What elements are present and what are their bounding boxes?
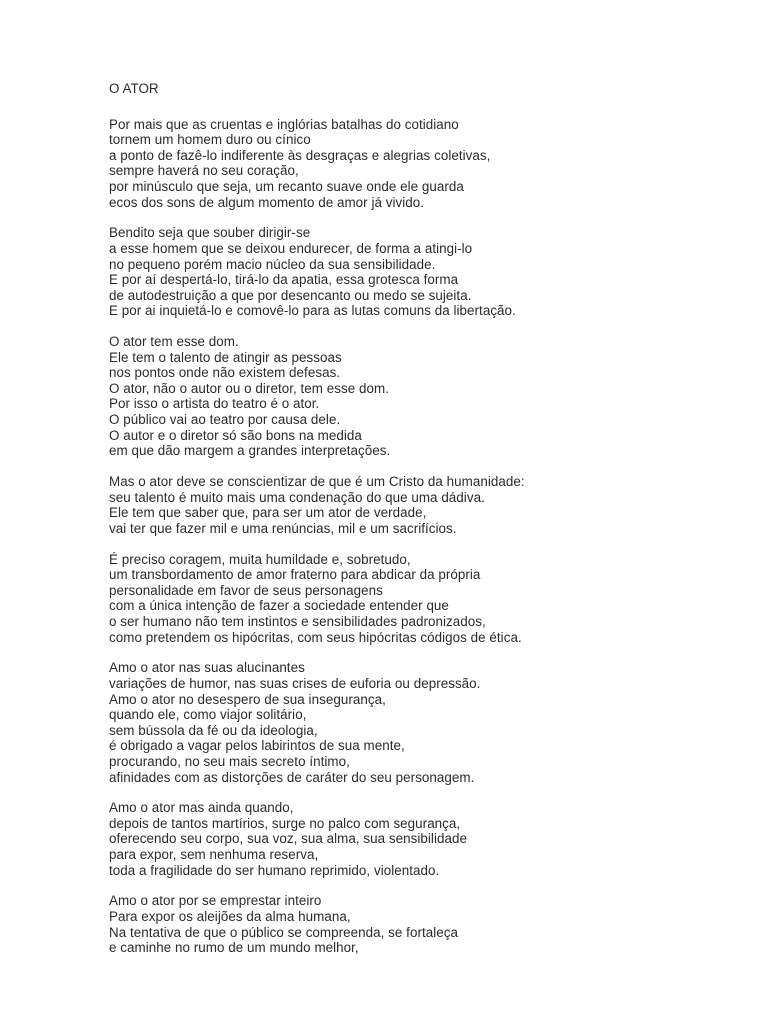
poem-stanza: [109, 660, 709, 785]
poem-line: de autodestruição a que por desencanto ou medo se sujeita.: [109, 287, 472, 303]
poem-stanza: [109, 474, 709, 536]
poem-line: a esse homem que se deixou endurecer, de forma a atingi-lo: [109, 240, 473, 256]
poem-line: Amo o ator no desespero de sua insegurança,: [109, 691, 386, 707]
poem-line: Ele tem que saber que, para ser um ator de verdade,: [109, 505, 427, 521]
poem-line: é obrigado a vagar pelos labirintos de sua mente,: [109, 738, 405, 754]
poem-line: tornem um homem duro ou cínico: [109, 132, 311, 148]
poem-line: depois de tantos martírios, surge no palco com segurança,: [109, 815, 461, 831]
poem-line: É preciso coragem, muita humildade e, sobretudo,: [109, 551, 411, 567]
poem-line: um transbordamento de amor fraterno para abdicar da própria: [109, 567, 481, 583]
poem-line: Amo o ator nas suas alucinantes: [109, 660, 305, 676]
poem-line: seu talento é muito mais uma condenação do que uma dádiva.: [109, 489, 485, 505]
poem-line: procurando, no seu mais secreto íntimo,: [109, 753, 350, 769]
poem-line: Ele tem o talento de atingir as pessoas: [109, 349, 342, 365]
poem-line: para expor, sem nenhuma reserva,: [109, 847, 319, 863]
poem-line: E por aí despertá-lo, tirá-lo da apatia, essa grotesca forma: [109, 272, 459, 288]
document-body: [109, 81, 709, 971]
poem-line: e caminhe no rumo de um mundo melhor,: [109, 940, 359, 956]
poem-line: O público vai ao teatro por causa dele.: [109, 412, 341, 428]
poem-line: vai ter que fazer mil e uma renúncias, mil e um sacrifícios.: [109, 520, 457, 536]
poem-line: Por mais que as cruentas e inglórias batalhas do cotidiano: [109, 116, 459, 132]
poem-line: no pequeno porém macio núcleo da sua sensibilidade.: [109, 256, 436, 272]
poem-line: a ponto de fazê-lo indiferente às desgraças e alegrias coletivas,: [109, 147, 491, 163]
poem-line: nos pontos onde não existem defesas.: [109, 365, 341, 381]
poem-line: O ator, não o autor ou o diretor, tem esse dom.: [109, 380, 389, 396]
poem-stanza: [109, 800, 709, 878]
poem-line: como pretendem os hipócritas, com seus hipócritas códigos de ética.: [109, 629, 522, 645]
poem-line: em que dão margem a grandes interpretações.: [109, 443, 391, 459]
poem-line: Por isso o artista do teatro é o ator.: [109, 396, 320, 412]
poem-stanza: [109, 117, 709, 211]
poem-stanzas: [109, 117, 709, 956]
poem-line: quando ele, como viajor solitário,: [109, 707, 307, 723]
poem-line: Mas o ator deve se conscientizar de que é um Cristo da humanidade:: [109, 474, 525, 490]
poem-line: com a única intenção de fazer a sociedade entender que: [109, 598, 449, 614]
poem-line: personalidade em favor de seus personagens: [109, 582, 383, 598]
poem-line: toda a fragilidade do ser humano reprimido, violentado.: [109, 862, 440, 878]
poem-line: sempre haverá no seu coração,: [109, 163, 299, 179]
poem-stanza: [109, 552, 709, 646]
poem-line: o ser humano não tem instintos e sensibilidades padronizados,: [109, 613, 486, 629]
poem-line: O autor e o diretor só são bons na medida: [109, 427, 362, 443]
poem-line: O ator tem esse dom.: [109, 334, 239, 350]
poem-title: O ATOR: [109, 81, 159, 96]
poem-line: afinidades com as distorções de caráter do seu personagem.: [109, 769, 475, 785]
poem-line: Para expor os aleijões da alma humana,: [109, 909, 351, 925]
poem-line: Amo o ator mas ainda quando,: [109, 800, 294, 816]
poem-line: ecos dos sons de algum momento de amor já vivido.: [109, 194, 425, 210]
poem-stanza: [109, 893, 709, 955]
poem-stanza: [109, 225, 709, 319]
poem-line: Amo o ator por se emprestar inteiro: [109, 893, 322, 909]
poem-stanza: [109, 334, 709, 459]
poem-line: sem bússola da fé ou da ideologia,: [109, 722, 318, 738]
poem-line: E por ai inquietá-lo e comovê-lo para as lutas comuns da libertação.: [109, 303, 516, 319]
poem-line: por minúsculo que seja, um recanto suave onde ele guarda: [109, 178, 464, 194]
poem-line: Bendito seja que souber dirigir-se: [109, 225, 311, 241]
poem-line: Na tentativa de que o público se compreenda, se fortaleça: [109, 924, 458, 940]
poem-line: oferecendo seu corpo, sua voz, sua alma, sua sensibilidade: [109, 831, 467, 847]
poem-line: variações de humor, nas suas crises de euforia ou depressão.: [109, 675, 481, 691]
